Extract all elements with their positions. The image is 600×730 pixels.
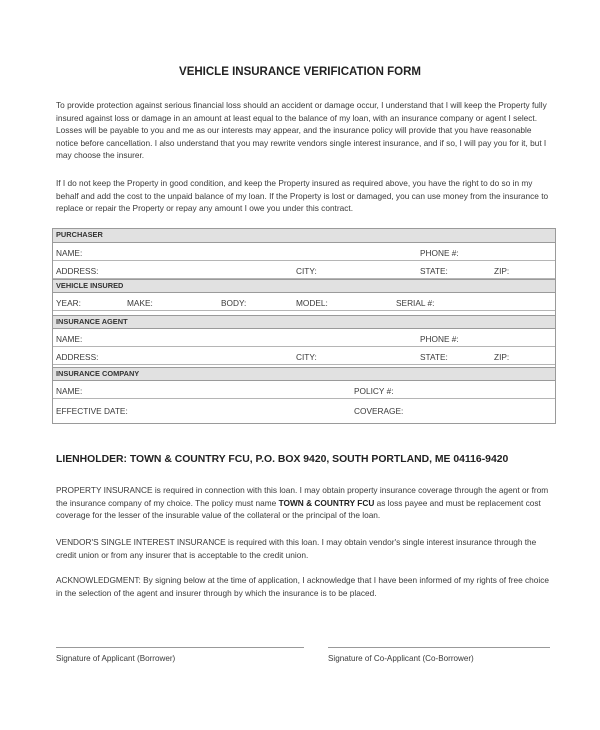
vendor-insurance-paragraph: VENDOR'S SINGLE INTEREST INSURANCE is required with this loan. I may obtain vendor's single interest insurance through the credit union or from any insurer that is acceptable to the credit union. (56, 537, 537, 560)
acknowledgment-paragraph: ACKNOWLEDGMENT: By signing below at the time of application, I acknowledge that I have been informed of my rights of free choice in the selection of the agent and insurer through by which the insurance is to be placed. (56, 575, 549, 598)
purchaser-name-label: NAME: (56, 248, 83, 258)
co-applicant-signature-label: Signature of Co-Applicant (Co-Borrower) (328, 654, 474, 663)
company-effective-row[interactable] (53, 401, 555, 419)
applicant-signature-line[interactable] (56, 647, 304, 648)
agent-address-label: ADDRESS: (56, 352, 99, 362)
co-applicant-signature-line[interactable] (328, 647, 550, 648)
agent-phone-label: PHONE #: (420, 334, 459, 344)
vehicle-make-label: MAKE: (127, 298, 153, 308)
purchaser-city-label: CITY: (296, 266, 317, 276)
section-header-agent: INSURANCE AGENT (53, 315, 555, 329)
purchaser-phone-label: PHONE #: (420, 248, 459, 258)
verification-form-table (52, 228, 556, 424)
vehicle-serial-label: SERIAL #: (396, 298, 435, 308)
purchaser-state-label: STATE: (420, 266, 448, 276)
section-header-vehicle: VEHICLE INSURED (53, 279, 555, 293)
company-coverage-label: COVERAGE: (354, 406, 404, 416)
agent-zip-label: ZIP: (494, 352, 510, 362)
agent-address-row[interactable] (53, 347, 555, 365)
vehicle-row[interactable] (53, 293, 555, 311)
property-insurance-paragraph (56, 484, 554, 522)
vehicle-year-label: YEAR: (56, 298, 81, 308)
agent-name-row[interactable] (53, 329, 555, 347)
section-header-purchaser: PURCHASER (53, 229, 555, 243)
vehicle-body-label: BODY: (221, 298, 247, 308)
lienholder-heading: LIENHOLDER: TOWN & COUNTRY FCU, P.O. BOX 9420, SOUTH PORTLAND, ME 04116-9420 (56, 454, 509, 465)
intro-paragraph-property-condition: If I do not keep the Property in good condition, and keep the Property insured as required above, you have the right to do so in my behalf and add the cost to the unpaid balance of my loan. If the Property is lost or damaged, you can use money from the insurance to replace or repair the Property or repay any amount I owe you under this contract. (56, 178, 549, 214)
company-name-label: NAME: (56, 386, 83, 396)
agent-name-label: NAME: (56, 334, 83, 344)
company-name-row[interactable] (53, 381, 555, 399)
purchaser-address-label: ADDRESS: (56, 266, 99, 276)
property-insurance-text-b: as loss payee and must be replacement cost coverage for the lesser of the insurable value of the collateral or the principal of the loan. (56, 497, 541, 521)
applicant-signature-label: Signature of Applicant (Borrower) (56, 654, 176, 663)
page-title: VEHICLE INSURANCE VERIFICATION FORM (179, 66, 421, 78)
loss-payee-name: TOWN & COUNTRY FCU (278, 497, 375, 508)
property-insurance-text-a: PROPERTY INSURANCE is required in connection with this loan. I may obtain property insurance coverage through the agent or from the insurance company of my choice. The policy must name (56, 485, 549, 508)
company-effective-date-label: EFFECTIVE DATE: (56, 406, 128, 416)
vehicle-model-label: MODEL: (296, 298, 328, 308)
purchaser-name-row[interactable] (53, 243, 555, 261)
intro-paragraph-insurance: To provide protection against serious financial loss should an accident or damage occur, I understand that I will keep the Property fully insured against loss or damage in an amount at least equal to the balance of my loan, with an insurance company or agent I select. Losses will be payable to you and me as our interests may appear, and the insurance policy will provide that you have reasonable notice before cancellation. I also understand that you may rewrite vendors single interest insurance, and if so, I will pay you for it, but I may choose the insurer. (56, 100, 547, 161)
purchaser-zip-label: ZIP: (494, 266, 510, 276)
purchaser-address-row[interactable] (53, 261, 555, 279)
agent-state-label: STATE: (420, 352, 448, 362)
section-header-company: INSURANCE COMPANY (53, 367, 555, 381)
company-policy-label: POLICY #: (354, 386, 394, 396)
agent-city-label: CITY: (296, 352, 317, 362)
